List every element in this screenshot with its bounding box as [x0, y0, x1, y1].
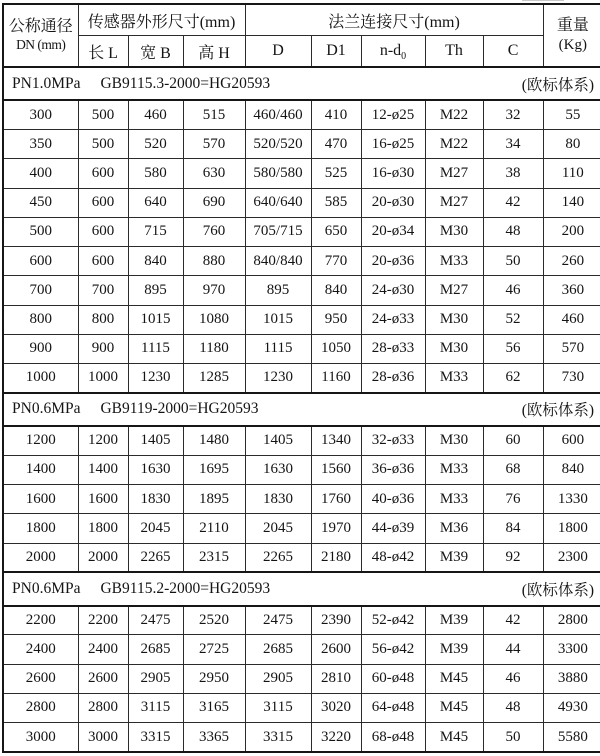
cell-width-b: 1630 [128, 455, 183, 484]
table-row [3, 664, 600, 693]
cell-height-h: 1895 [183, 485, 245, 514]
cell-c: 92 [483, 543, 543, 572]
table-row [3, 543, 600, 572]
cell-weight: 460 [543, 305, 600, 334]
table-row [3, 485, 600, 514]
cell-length-l: 800 [78, 305, 128, 334]
cell-d1: 1560 [311, 455, 361, 484]
table-row [3, 455, 600, 484]
section-header-row [3, 572, 600, 605]
cell-weight: 5580 [543, 723, 600, 752]
cell-dn: 1600 [3, 485, 78, 514]
col-header-d: D [245, 36, 311, 68]
cell-length-l: 3000 [78, 723, 128, 752]
section-header-row [3, 393, 600, 426]
cell-c: 50 [483, 247, 543, 276]
cell-weight: 80 [543, 130, 600, 159]
cell-d1: 2810 [311, 664, 361, 693]
cell-d1: 3220 [311, 723, 361, 752]
cell-c: 52 [483, 305, 543, 334]
cell-n-d0: 48-ø42 [361, 543, 425, 572]
cell-width-b: 580 [128, 159, 183, 188]
section-pressure-label: PN1.0MPa [12, 74, 81, 92]
cell-length-l: 2200 [78, 606, 128, 635]
table-row [3, 723, 600, 752]
cell-weight: 730 [543, 364, 600, 393]
cell-length-l: 2800 [78, 693, 128, 722]
cell-d: 2685 [245, 635, 311, 664]
cell-th: M45 [425, 664, 483, 693]
cell-n-d0: 56-ø42 [361, 635, 425, 664]
cell-d1: 650 [311, 217, 361, 246]
table-row [3, 426, 600, 455]
col-header-th: Th [425, 36, 483, 68]
cell-th: M30 [425, 217, 483, 246]
cell-weight: 2300 [543, 543, 600, 572]
cell-n-d0: 36-ø36 [361, 455, 425, 484]
cell-height-h: 1480 [183, 426, 245, 455]
cell-d: 1830 [245, 485, 311, 514]
cell-c: 62 [483, 364, 543, 393]
cell-height-h: 2110 [183, 514, 245, 543]
section-note-label: (欧标体系) [521, 402, 595, 420]
table-body [3, 67, 600, 752]
cell-length-l: 1600 [78, 485, 128, 514]
cell-dn: 450 [3, 188, 78, 217]
cell-d1: 525 [311, 159, 361, 188]
table-row [3, 188, 600, 217]
cell-height-h: 2520 [183, 606, 245, 635]
cell-weight: 4930 [543, 693, 600, 722]
table-row [3, 130, 600, 159]
cell-c: 50 [483, 723, 543, 752]
cell-d: 520/520 [245, 130, 311, 159]
cell-height-h: 2315 [183, 543, 245, 572]
cell-weight: 840 [543, 455, 600, 484]
cell-dn: 900 [3, 334, 78, 363]
cell-dn: 300 [3, 100, 78, 129]
weight-unit-label: (Kg) [558, 37, 587, 54]
cell-weight: 200 [543, 217, 600, 246]
cell-length-l: 600 [78, 217, 128, 246]
cell-d: 580/580 [245, 159, 311, 188]
table-row [3, 159, 600, 188]
cell-height-h: 1695 [183, 455, 245, 484]
cell-d: 895 [245, 276, 311, 305]
scan-artifact [522, 0, 564, 1]
cell-weight: 55 [543, 100, 600, 129]
col-header-weight [543, 4, 600, 67]
cell-th: M33 [425, 485, 483, 514]
cell-th: M39 [425, 606, 483, 635]
section-header-row [3, 67, 600, 100]
cell-n-d0: 60-ø48 [361, 664, 425, 693]
cell-weight: 570 [543, 334, 600, 363]
table-row [3, 100, 600, 129]
cell-weight: 3880 [543, 664, 600, 693]
cell-d1: 2600 [311, 635, 361, 664]
cell-weight: 360 [543, 276, 600, 305]
cell-n-d0: 40-ø36 [361, 485, 425, 514]
cell-dn: 400 [3, 159, 78, 188]
cell-th: M27 [425, 188, 483, 217]
cell-th: M22 [425, 100, 483, 129]
cell-width-b: 3115 [128, 693, 183, 722]
cell-n-d0: 24-ø30 [361, 276, 425, 305]
table-row [3, 606, 600, 635]
cell-weight: 2800 [543, 606, 600, 635]
cell-dn: 1400 [3, 455, 78, 484]
col-header-d1: D1 [311, 36, 361, 68]
cell-height-h: 3165 [183, 693, 245, 722]
cell-width-b: 2045 [128, 514, 183, 543]
cell-th: M30 [425, 426, 483, 455]
cell-th: M22 [425, 130, 483, 159]
cell-c: 46 [483, 276, 543, 305]
cell-length-l: 1400 [78, 455, 128, 484]
table-row [3, 635, 600, 664]
cell-th: M30 [425, 305, 483, 334]
cell-width-b: 1405 [128, 426, 183, 455]
col-header-c: C [483, 36, 543, 68]
cell-c: 60 [483, 426, 543, 455]
cell-c: 46 [483, 664, 543, 693]
cell-n-d0: 28-ø33 [361, 334, 425, 363]
cell-height-h: 570 [183, 130, 245, 159]
cell-weight: 140 [543, 188, 600, 217]
cell-weight: 110 [543, 159, 600, 188]
cell-height-h: 2950 [183, 664, 245, 693]
cell-d: 1630 [245, 455, 311, 484]
cell-n-d0: 20-ø30 [361, 188, 425, 217]
cell-th: M27 [425, 159, 483, 188]
cell-height-h: 690 [183, 188, 245, 217]
cell-height-h: 760 [183, 217, 245, 246]
cell-height-h: 970 [183, 276, 245, 305]
cell-d: 640/640 [245, 188, 311, 217]
cell-length-l: 500 [78, 100, 128, 129]
cell-dn: 800 [3, 305, 78, 334]
cell-th: M45 [425, 723, 483, 752]
table-row [3, 305, 600, 334]
dn-unit-label: DN (mm) [16, 37, 66, 53]
cell-d1: 1970 [311, 514, 361, 543]
flange-dimension-table [2, 3, 600, 753]
cell-c: 84 [483, 514, 543, 543]
cell-length-l: 600 [78, 247, 128, 276]
cell-th: M39 [425, 543, 483, 572]
cell-d1: 3020 [311, 693, 361, 722]
cell-th: M33 [425, 364, 483, 393]
cell-width-b: 1830 [128, 485, 183, 514]
cell-th: M27 [425, 276, 483, 305]
cell-c: 48 [483, 217, 543, 246]
cell-d1: 2390 [311, 606, 361, 635]
cell-dn: 2400 [3, 635, 78, 664]
cell-th: M33 [425, 455, 483, 484]
cell-length-l: 2000 [78, 543, 128, 572]
cell-n-d0: 44-ø39 [361, 514, 425, 543]
table-row [3, 693, 600, 722]
cell-d: 1405 [245, 426, 311, 455]
cell-n-d0: 20-ø34 [361, 217, 425, 246]
cell-c: 48 [483, 693, 543, 722]
col-header-height-h: 高 H [183, 36, 245, 68]
cell-width-b: 640 [128, 188, 183, 217]
cell-d1: 1050 [311, 334, 361, 363]
cell-dn: 2000 [3, 543, 78, 572]
cell-width-b: 2475 [128, 606, 183, 635]
cell-d1: 770 [311, 247, 361, 276]
cell-d1: 1760 [311, 485, 361, 514]
cell-weight: 260 [543, 247, 600, 276]
cell-d: 840/840 [245, 247, 311, 276]
cell-width-b: 2265 [128, 543, 183, 572]
cell-d1: 1160 [311, 364, 361, 393]
cell-n-d0: 68-ø48 [361, 723, 425, 752]
cell-weight: 600 [543, 426, 600, 455]
cell-d: 2905 [245, 664, 311, 693]
cell-length-l: 500 [78, 130, 128, 159]
cell-length-l: 600 [78, 159, 128, 188]
cell-weight: 1800 [543, 514, 600, 543]
cell-th: M33 [425, 247, 483, 276]
cell-width-b: 715 [128, 217, 183, 246]
cell-c: 44 [483, 635, 543, 664]
table-row [3, 364, 600, 393]
cell-dn: 1000 [3, 364, 78, 393]
cell-c: 68 [483, 455, 543, 484]
table-row [3, 514, 600, 543]
cell-c: 56 [483, 334, 543, 363]
cell-d: 3115 [245, 693, 311, 722]
cell-n-d0: 16-ø25 [361, 130, 425, 159]
cell-dn: 700 [3, 276, 78, 305]
cell-d: 2475 [245, 606, 311, 635]
cell-length-l: 1200 [78, 426, 128, 455]
cell-length-l: 700 [78, 276, 128, 305]
cell-n-d0: 28-ø36 [361, 364, 425, 393]
cell-n-d0: 20-ø36 [361, 247, 425, 276]
cell-n-d0: 24-ø33 [361, 305, 425, 334]
section-pressure-label: PN0.6MPa [12, 400, 81, 418]
cell-width-b: 2685 [128, 635, 183, 664]
cell-d1: 1340 [311, 426, 361, 455]
col-group-sensor-dimensions: 传感器外形尺寸(mm) [78, 4, 245, 36]
cell-n-d0: 64-ø48 [361, 693, 425, 722]
cell-d: 2045 [245, 514, 311, 543]
cell-c: 32 [483, 100, 543, 129]
section-note-label: (欧标体系) [521, 76, 595, 94]
section-standard-label: GB9115.3-2000=HG20593 [100, 74, 271, 92]
cell-length-l: 2400 [78, 635, 128, 664]
cell-th: M36 [425, 514, 483, 543]
cell-height-h: 1285 [183, 364, 245, 393]
cell-length-l: 900 [78, 334, 128, 363]
cell-weight: 3300 [543, 635, 600, 664]
cell-dn: 600 [3, 247, 78, 276]
cell-c: 38 [483, 159, 543, 188]
header-columns-row [3, 36, 600, 68]
section-standard-label: GB9115.2-2000=HG20593 [100, 579, 271, 597]
cell-c: 34 [483, 130, 543, 159]
cell-height-h: 3365 [183, 723, 245, 752]
cell-width-b: 2905 [128, 664, 183, 693]
cell-dn: 3000 [3, 723, 78, 752]
cell-length-l: 600 [78, 188, 128, 217]
cell-width-b: 520 [128, 130, 183, 159]
cell-length-l: 1800 [78, 514, 128, 543]
cell-d: 1015 [245, 305, 311, 334]
cell-height-h: 2725 [183, 635, 245, 664]
cell-dn: 1800 [3, 514, 78, 543]
cell-n-d0: 52-ø42 [361, 606, 425, 635]
cell-c: 42 [483, 606, 543, 635]
table-row [3, 247, 600, 276]
cell-d1: 585 [311, 188, 361, 217]
cell-th: M39 [425, 635, 483, 664]
table-row [3, 217, 600, 246]
cell-height-h: 1080 [183, 305, 245, 334]
cell-dn: 2800 [3, 693, 78, 722]
cell-d: 3315 [245, 723, 311, 752]
nominal-diameter-label: 公称通径 [8, 18, 73, 36]
header-group-row [3, 4, 600, 36]
cell-th: M45 [425, 693, 483, 722]
table-row [3, 334, 600, 363]
cell-width-b: 895 [128, 276, 183, 305]
cell-width-b: 460 [128, 100, 183, 129]
col-group-flange-connection: 法兰连接尺寸(mm) [245, 4, 543, 36]
cell-length-l: 2600 [78, 664, 128, 693]
cell-dn: 500 [3, 217, 78, 246]
col-header-n-d0: $n-d_0$ [361, 36, 425, 68]
cell-dn: 350 [3, 130, 78, 159]
cell-height-h: 880 [183, 247, 245, 276]
col-header-width-b: 宽 B [128, 36, 183, 68]
cell-length-l: 1000 [78, 364, 128, 393]
cell-dn: 1200 [3, 426, 78, 455]
cell-d1: 470 [311, 130, 361, 159]
table-row [3, 276, 600, 305]
cell-width-b: 3315 [128, 723, 183, 752]
weight-label: 重量 [556, 17, 589, 35]
cell-height-h: 630 [183, 159, 245, 188]
section-note-label: (欧标体系) [521, 581, 595, 599]
cell-d1: 2180 [311, 543, 361, 572]
cell-d1: 840 [311, 276, 361, 305]
cell-n-d0: 12-ø25 [361, 100, 425, 129]
cell-d: 705/715 [245, 217, 311, 246]
cell-weight: 1330 [543, 485, 600, 514]
cell-d: 2265 [245, 543, 311, 572]
cell-width-b: 840 [128, 247, 183, 276]
cell-height-h: 515 [183, 100, 245, 129]
cell-width-b: 1115 [128, 334, 183, 363]
cell-c: 76 [483, 485, 543, 514]
section-pressure-label: PN0.6MPa [12, 579, 81, 597]
table-header [3, 4, 600, 67]
cell-width-b: 1015 [128, 305, 183, 334]
cell-d: 460/460 [245, 100, 311, 129]
cell-dn: 2600 [3, 664, 78, 693]
cell-d: 1115 [245, 334, 311, 363]
cell-height-h: 1180 [183, 334, 245, 363]
cell-c: 42 [483, 188, 543, 217]
cell-n-d0: 16-ø30 [361, 159, 425, 188]
cell-d: 1230 [245, 364, 311, 393]
col-header-length-l: 长 L [78, 36, 128, 68]
cell-n-d0: 32-ø33 [361, 426, 425, 455]
section-standard-label: GB9119-2000=HG20593 [100, 400, 259, 418]
cell-d1: 950 [311, 305, 361, 334]
cell-dn: 2200 [3, 606, 78, 635]
cell-d1: 410 [311, 100, 361, 129]
col-header-nominal-diameter [3, 4, 78, 67]
cell-width-b: 1230 [128, 364, 183, 393]
cell-th: M30 [425, 334, 483, 363]
